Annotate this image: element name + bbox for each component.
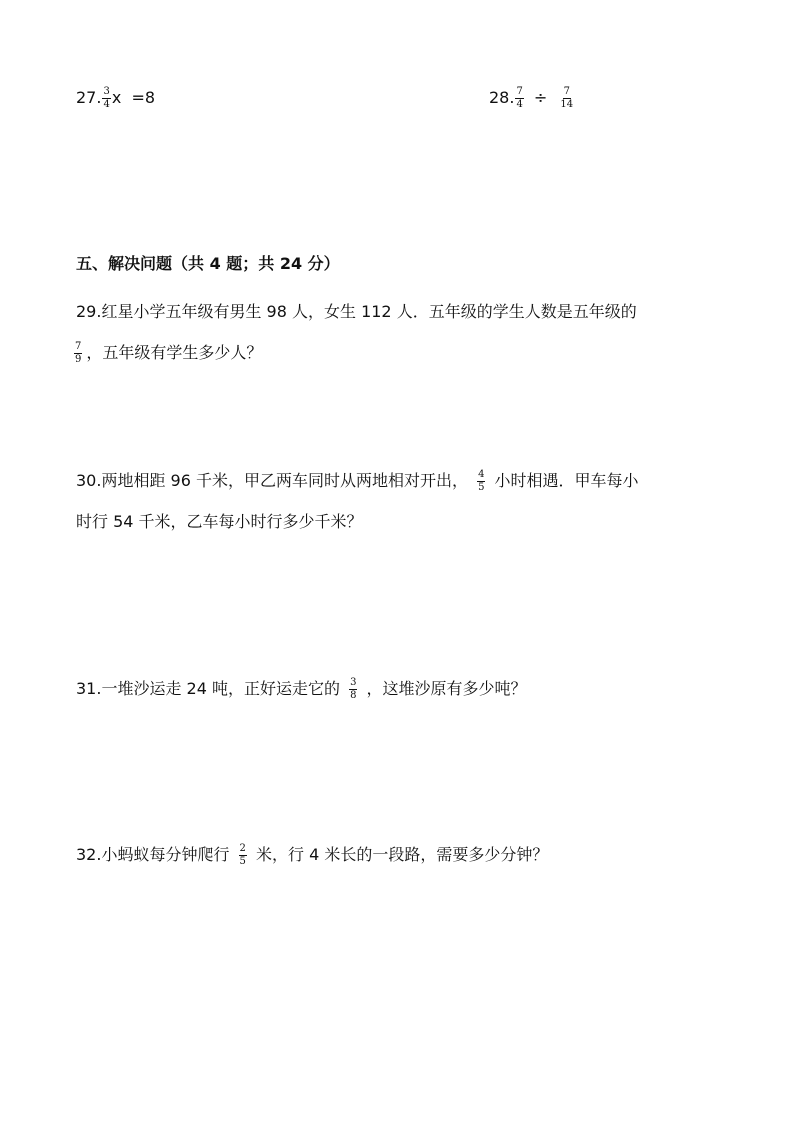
- fraction-7-9: [74, 342, 82, 365]
- problem-27-number: 27.: [76, 88, 102, 107]
- fraction-3-8: [349, 678, 357, 701]
- fraction-numerator: 7: [563, 86, 570, 97]
- question-30-text-b: 小时相遇．甲车每小: [494, 471, 639, 490]
- section-5-heading: 五、解决问题（共 4 题；共 24 分）: [76, 254, 340, 273]
- fraction-numerator: 7: [75, 341, 82, 352]
- fraction-denominator: 8: [350, 690, 357, 701]
- question-32-line: [76, 844, 548, 867]
- problem-27: [76, 87, 155, 110]
- question-31-text-a: 31.一堆沙运走 24 吨，正好运走它的: [76, 679, 340, 698]
- fraction-denominator: 5: [478, 482, 485, 493]
- fraction-4-5: [477, 470, 485, 493]
- fraction-7-4: [515, 87, 523, 110]
- fraction-denominator: 4: [516, 99, 523, 110]
- question-30-line-2: 时行 54 千米，乙车每小时行多少千米？: [76, 512, 363, 531]
- fraction-numerator: 3: [103, 86, 110, 97]
- question-32-text-a: 32.小蚂蚁每分钟爬行: [76, 845, 230, 864]
- fraction-numerator: 2: [239, 843, 246, 854]
- problem-28-number: 28.: [489, 88, 515, 107]
- problem-27-equation: x =8: [111, 88, 156, 107]
- fraction-denominator: 9: [75, 354, 82, 365]
- divide-operator: ÷: [533, 88, 548, 107]
- fraction-denominator: 4: [103, 99, 110, 110]
- question-29-line-2: [70, 342, 262, 365]
- problem-28: [489, 87, 577, 110]
- fraction-numerator: 3: [350, 677, 357, 688]
- fraction-denominator: 5: [239, 856, 246, 867]
- fraction-3-4: [102, 87, 110, 110]
- question-30-text-a: 30.两地相距 96 千米，甲乙两车同时从两地相对开出，: [76, 471, 468, 490]
- fraction-numerator: 4: [478, 469, 485, 480]
- fraction-7-14: [560, 87, 573, 110]
- question-30-line-1: [76, 470, 639, 493]
- fraction-denominator: 14: [560, 99, 574, 110]
- question-29-text: ，五年级有学生多少人？: [86, 343, 263, 362]
- question-31-line: [76, 678, 527, 701]
- question-32-text-b: 米，行 4 米长的一段路，需要多少分钟？: [256, 845, 549, 864]
- question-29-line-1: 29.红星小学五年级有男生 98 人，女生 112 人．五年级的学生人数是五年级的: [76, 302, 637, 321]
- question-31-text-b: ，这堆沙原有多少吨？: [366, 679, 527, 698]
- fraction-numerator: 7: [516, 86, 523, 97]
- fraction-2-5: [239, 844, 247, 867]
